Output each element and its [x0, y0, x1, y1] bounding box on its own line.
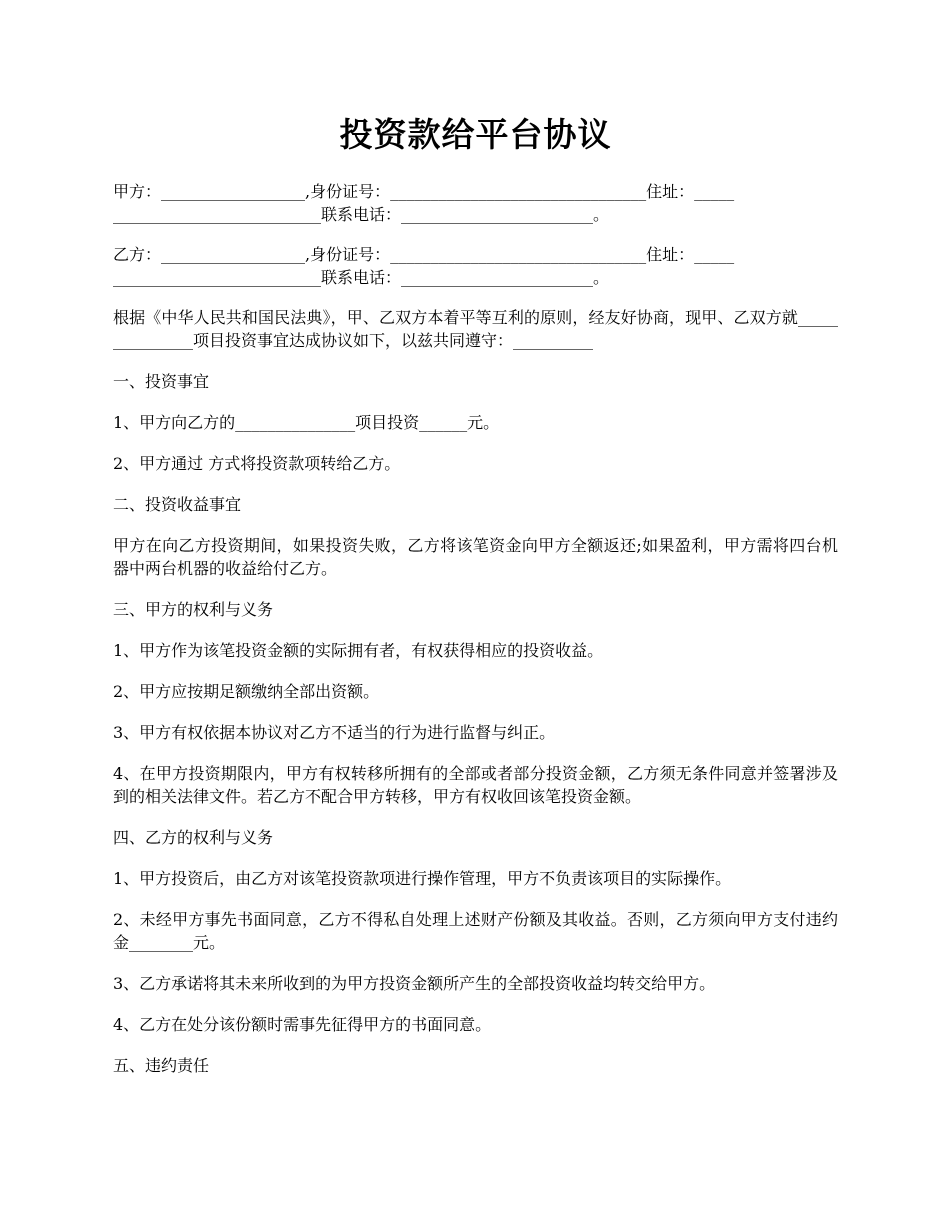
- section-heading: 四、乙方的权利与义务: [113, 828, 274, 847]
- party-b-line-1: 乙方：__________________,身份证号：________________________________住址：_____: [113, 245, 735, 264]
- document-title: 投资款给平台协议: [339, 115, 612, 154]
- section-item: 1、甲方投资后，由乙方对该笔投资款项进行操作管理，甲方不负责该项目的实际操作。: [113, 869, 732, 888]
- section-item: 甲方在向乙方投资期间，如果投资失败，乙方将该笔资金向甲方全额返还;如果盈利，甲方需将四台机器中两台机器的收益给付乙方。: [113, 536, 838, 578]
- section-item: 4、乙方在处分该份额时需事先征得甲方的书面同意。: [113, 1015, 492, 1034]
- section-item: 1、甲方作为该笔投资金额的实际拥有者，有权获得相应的投资收益。: [113, 641, 604, 660]
- party-a-line-1: 甲方：__________________,身份证号：________________________________住址：_____: [113, 182, 735, 201]
- section-heading: 一、投资事宜: [113, 372, 210, 391]
- section-heading: 三、甲方的权利与义务: [113, 600, 274, 619]
- section-item: 3、甲方有权依据本协议对乙方不适当的行为进行监督与纠正。: [113, 723, 556, 742]
- section-item: 2、甲方通过 方式将投资款项转给乙方。: [113, 454, 401, 473]
- party-b-block: [113, 243, 838, 289]
- section-heading: 二、投资收益事宜: [113, 495, 242, 514]
- party-b-line-2: __________________________联系电话：________________________。: [113, 268, 610, 287]
- section-item: 2、甲方应按期足额缴纳全部出资额。: [113, 682, 380, 701]
- section-item: 1、甲方向乙方的_______________项目投资______元。: [113, 413, 500, 432]
- section-item: 3、乙方承诺将其未来所收到的为甲方投资金额所产生的全部投资收益均转交给甲方。: [113, 974, 716, 993]
- intro-paragraph: 根据《中华人民共和国民法典》，甲、乙双方本着平等互利的原则，经友好协商，现甲、乙双方就_______________项目投资事宜达成协议如下，以兹共同遵守：__________: [113, 308, 838, 350]
- section-item: 2、未经甲方事先书面同意，乙方不得私自处理上述财产份额及其收益。否则，乙方须向甲方支付违约金________元。: [113, 910, 838, 952]
- section-item: 4、在甲方投资期限内，甲方有权转移所拥有的全部或者部分投资金额，乙方须无条件同意并签署涉及到的相关法律文件。若乙方不配合甲方转移，甲方有权收回该笔投资金额。: [113, 764, 838, 806]
- section-heading: 五、违约责任: [113, 1056, 210, 1075]
- party-a-block: [113, 180, 838, 226]
- party-a-line-2: __________________________联系电话：________________________。: [113, 205, 610, 224]
